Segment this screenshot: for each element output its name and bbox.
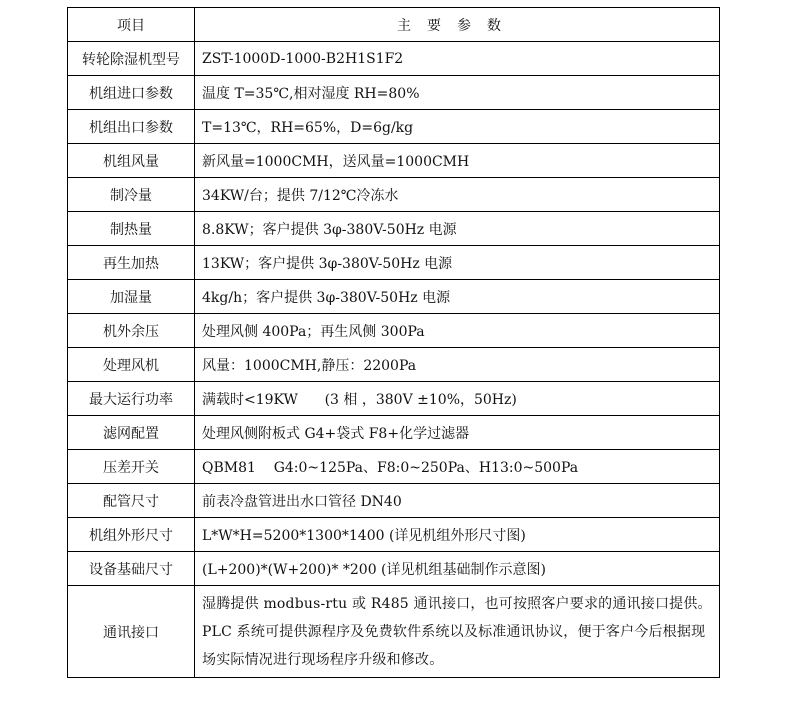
- table-row: [68, 518, 720, 552]
- row-label: 机组出口参数: [68, 110, 195, 144]
- row-label: 设备基础尺寸: [68, 552, 195, 586]
- row-value: 34KW/台；提供 7/12℃冷冻水: [195, 178, 720, 212]
- row-value: T=13℃，RH=65%，D=6g/kg: [195, 110, 720, 144]
- table-row: [68, 314, 720, 348]
- row-value: 处理风侧附板式 G4+袋式 F8+化学过滤器: [195, 416, 720, 450]
- table-row: [68, 76, 720, 110]
- header-params: 主要参数: [195, 8, 720, 42]
- row-value: 新风量=1000CMH，送风量=1000CMH: [195, 144, 720, 178]
- spec-table: [67, 7, 720, 678]
- row-label: 机组外形尺寸: [68, 518, 195, 552]
- row-label: 再生加热: [68, 246, 195, 280]
- row-value: 4kg/h；客户提供 3φ-380V-50Hz 电源: [195, 280, 720, 314]
- table-row: [68, 110, 720, 144]
- row-label: 加湿量: [68, 280, 195, 314]
- row-value: 湿腾提供 modbus-rtu 或 R485 通讯接口，也可按照客户要求的通讯接口提供。PLC 系统可提供源程序及免费软件系统以及标准通讯协议，便于客户今后根据现场实际情况进行现场程序升级和修改。: [195, 586, 720, 678]
- table-row: [68, 144, 720, 178]
- table-row: [68, 178, 720, 212]
- table-row: [68, 382, 720, 416]
- row-value: 8.8KW；客户提供 3φ-380V-50Hz 电源: [195, 212, 720, 246]
- row-label: 最大运行功率: [68, 382, 195, 416]
- row-label: 配管尺寸: [68, 484, 195, 518]
- row-label: 滤网配置: [68, 416, 195, 450]
- row-label: 转轮除湿机型号: [68, 42, 195, 76]
- row-value: 13KW；客户提供 3φ-380V-50Hz 电源: [195, 246, 720, 280]
- header-item: 项目: [68, 8, 195, 42]
- row-label: 通讯接口: [68, 586, 195, 678]
- row-label: 制冷量: [68, 178, 195, 212]
- row-value: (L+200)*(W+200)* *200 (详见机组基础制作示意图): [195, 552, 720, 586]
- table-row: [68, 484, 720, 518]
- table-row: [68, 212, 720, 246]
- table-row: [68, 348, 720, 382]
- row-label: 机组进口参数: [68, 76, 195, 110]
- row-label: 机组风量: [68, 144, 195, 178]
- row-value: 温度 T=35℃,相对湿度 RH=80%: [195, 76, 720, 110]
- row-value: QBM81 G4:0~125Pa、F8:0~250Pa、H13:0~500Pa: [195, 450, 720, 484]
- table-row: [68, 246, 720, 280]
- table-row: [68, 450, 720, 484]
- row-label: 压差开关: [68, 450, 195, 484]
- table-row: [68, 416, 720, 450]
- row-value: 满载时<19KW (3 相 ，380V ±10%，50Hz): [195, 382, 720, 416]
- row-value: ZST-1000D-1000-B2H1S1F2: [195, 42, 720, 76]
- row-label: 机外余压: [68, 314, 195, 348]
- table-row: [68, 280, 720, 314]
- row-value: 处理风侧 400Pa；再生风侧 300Pa: [195, 314, 720, 348]
- table-row: [68, 552, 720, 586]
- row-label: 制热量: [68, 212, 195, 246]
- table-header-row: [68, 8, 720, 42]
- row-label: 处理风机: [68, 348, 195, 382]
- row-value: 前表冷盘管进出水口管径 DN40: [195, 484, 720, 518]
- table-row: [68, 586, 720, 678]
- table-row: [68, 42, 720, 76]
- row-value: L*W*H=5200*1300*1400 (详见机组外形尺寸图): [195, 518, 720, 552]
- row-value: 风量：1000CMH,静压：2200Pa: [195, 348, 720, 382]
